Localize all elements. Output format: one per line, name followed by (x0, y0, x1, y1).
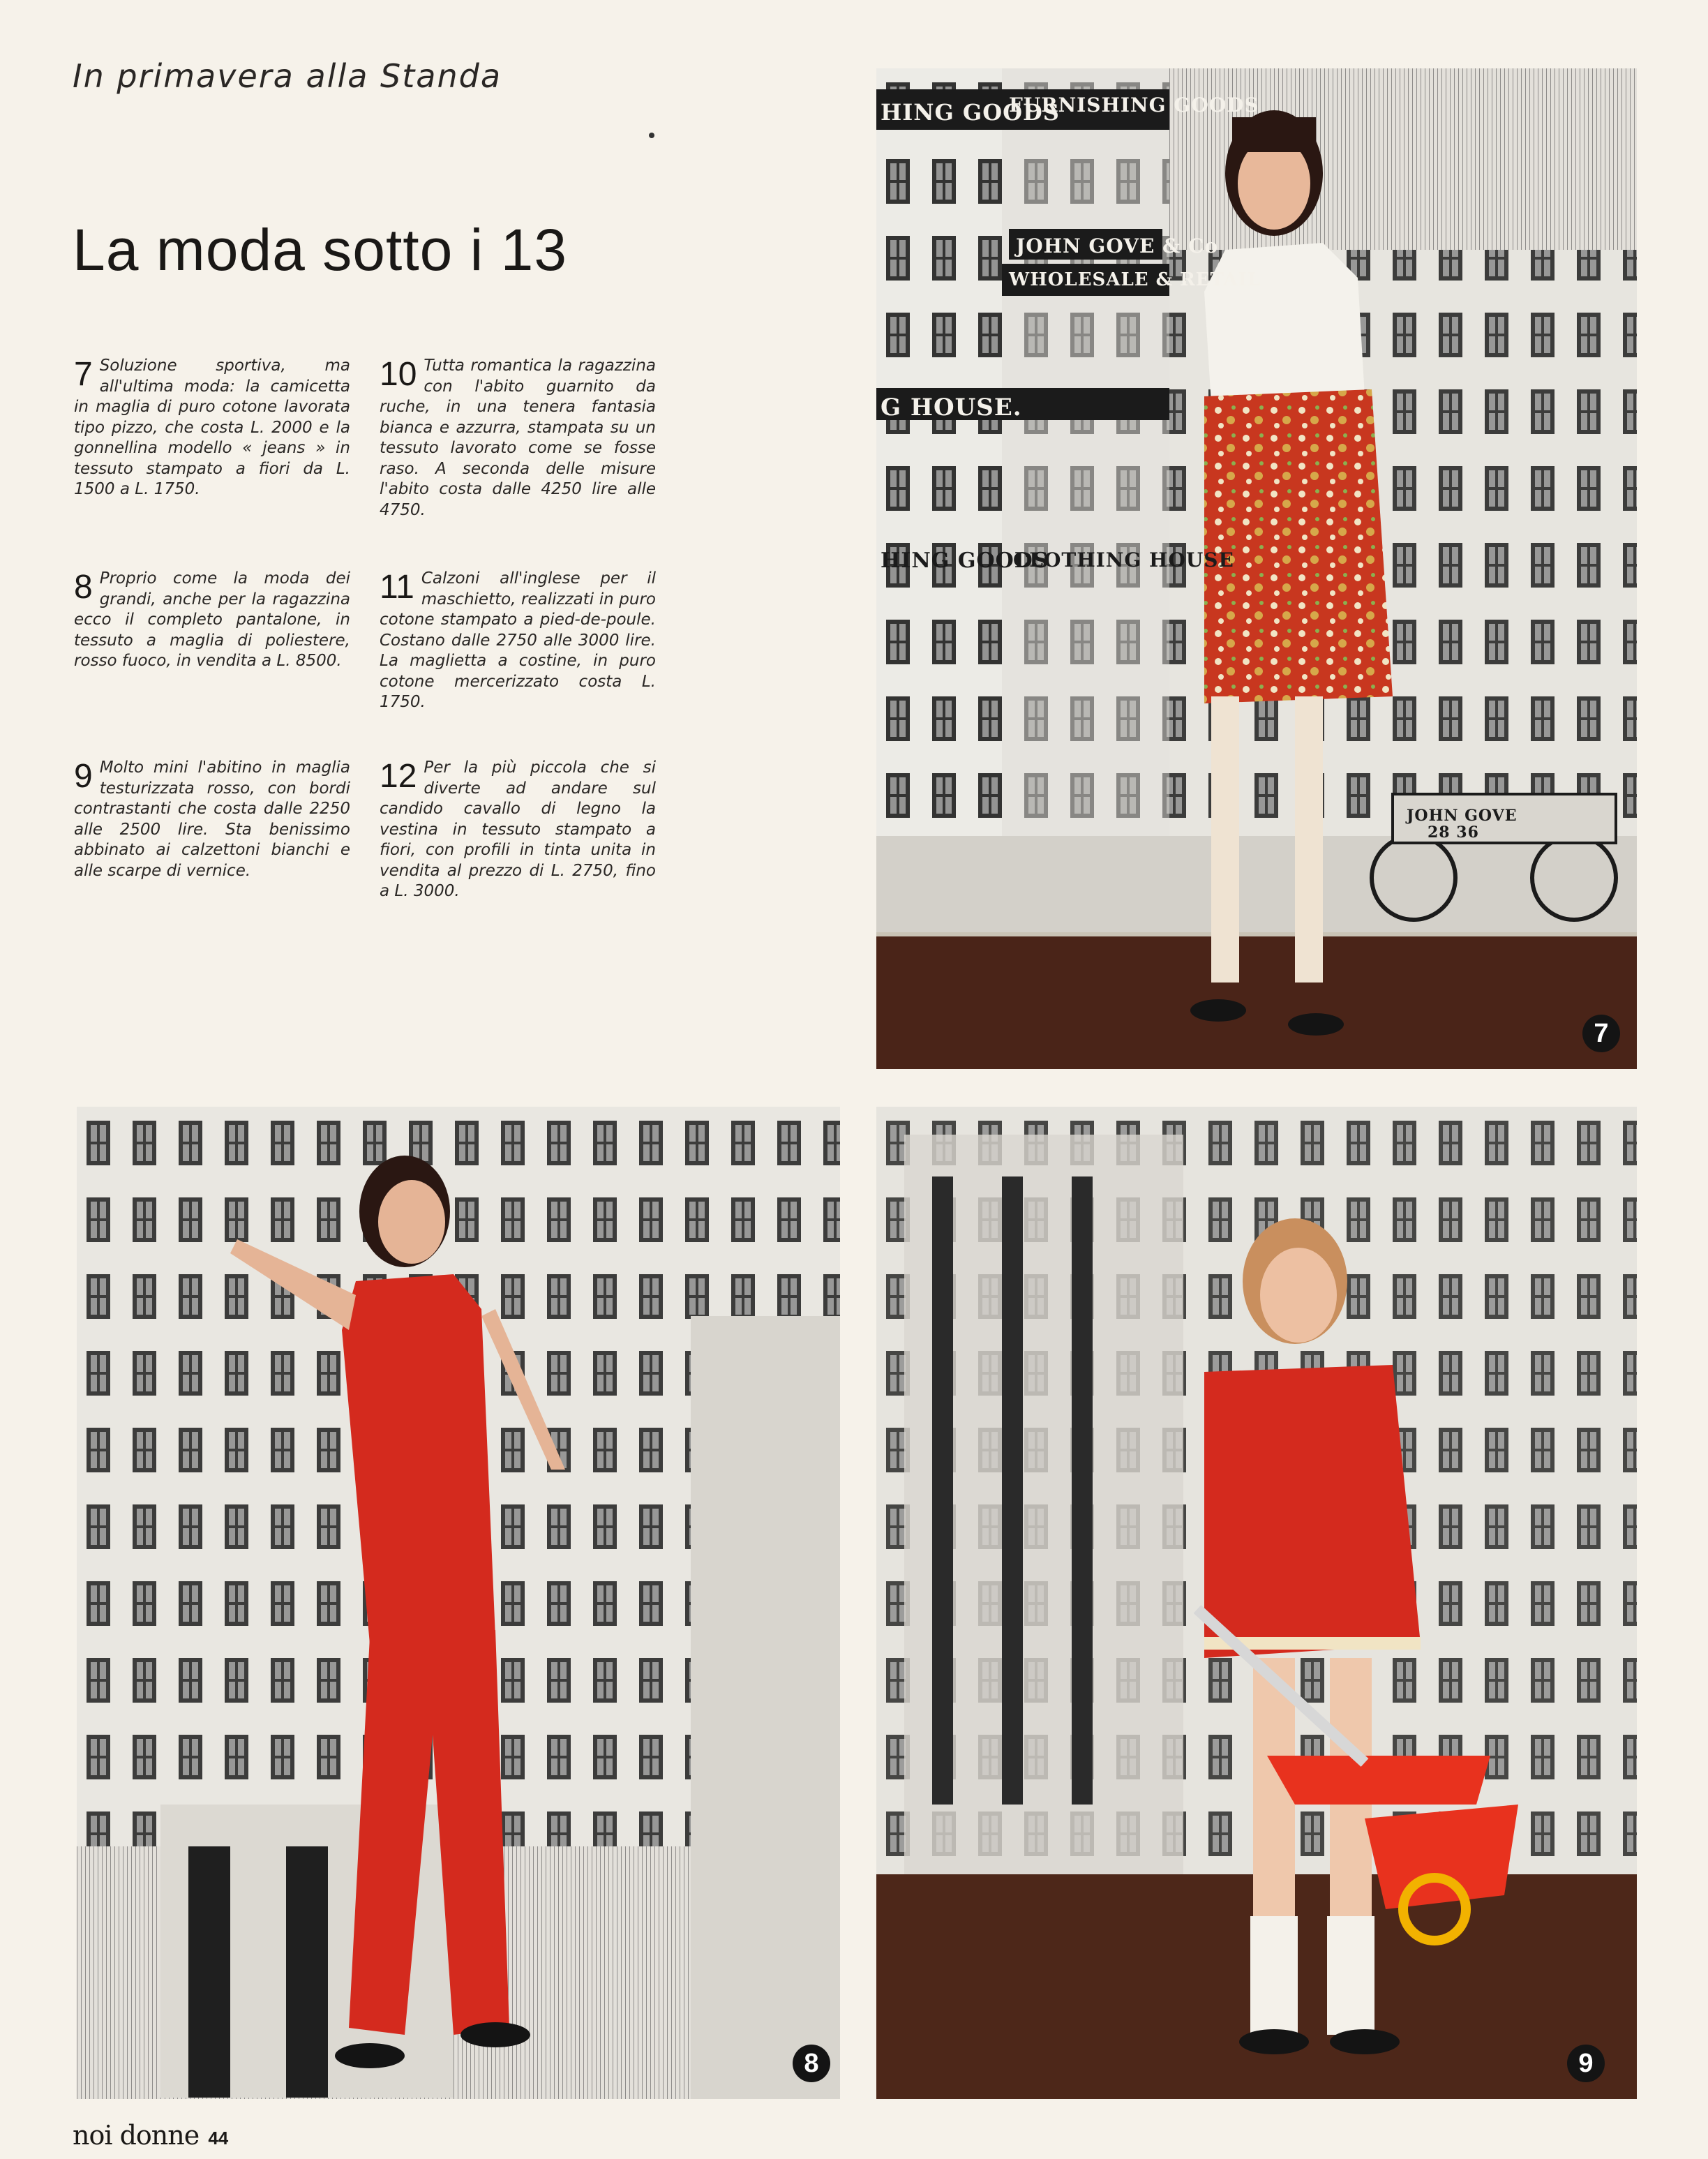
photo-number-badge: 9 (1567, 2045, 1605, 2082)
caption-item-10 (380, 356, 656, 521)
caption-text: Tutta romantica la ragazzina con l'abito guarnito da ruche, in una tenera fantasia bianca e azzurra, stampata su un tessuto lavorato come se fosse raso. A seconda delle misure l'abito costa dalle 4250 lire alle 4750. (380, 357, 656, 519)
sign-text: JOHN GOVE & Co (1016, 234, 1219, 257)
page-number: 44 (208, 2128, 229, 2149)
caption-text: Soluzione sportiva, ma all'ultima moda: la camicetta in maglia di puro cotone lavorata tipo pizzo, che costa L. 2000 e la gonnellina modello « jeans » in tessuto stampato a fiori da L. 1500 a L. 1750. (74, 357, 350, 498)
page-title: La moda sotto i 13 (73, 217, 568, 283)
photo-number-badge: 7 (1582, 1015, 1620, 1052)
caption-text: Calzoni all'inglese per il maschietto, realizzati in puro cotone stampato a pied-de-poule. Costano dalle 2750 alle 3000 lire. La maglietta a costine, in puro cotone mercerizzato costa L. 1750. (380, 569, 656, 711)
magazine-name: noi donne (73, 2120, 200, 2151)
caption-text: Per la più piccola che si diverte ad andare sul candido cavallo di legno la vestina in tessuto stampato a fiori, con profili in tinta unita in vendita al prezzo di L. 2750, fino a L. 3000. (380, 759, 656, 900)
caption-item-12 (380, 758, 656, 902)
sign-text: G HOUSE. (881, 394, 1022, 421)
caption-item-7 (74, 356, 350, 500)
photo-8-illustration (77, 1107, 840, 2099)
photo-7 (876, 68, 1637, 1069)
caption-item-8 (74, 569, 350, 672)
sign-text: CLOTHING HOUSE (1013, 548, 1234, 572)
page-footer (73, 2120, 228, 2151)
caption-number: 8 (74, 569, 93, 606)
caption-text: Proprio come la moda dei grandi, anche per la ragazzina ecco il completo pantalone, in tessuto a maglia di poliestere, rosso fuoco, in vendita a L. 8500. (74, 569, 350, 670)
section-kicker: In primavera alla Standa (73, 57, 502, 95)
print-dot (649, 133, 654, 138)
sign-text: 28 36 (1428, 823, 1479, 842)
caption-number: 12 (380, 758, 417, 795)
photo-9 (876, 1107, 1637, 2099)
sign-text: WHOLESALE & RETAIL (1009, 269, 1261, 290)
photo-number-badge: 8 (793, 2045, 830, 2082)
photo-9-illustration (876, 1107, 1637, 2099)
sign-text: FURNISHING GOODS (1009, 94, 1259, 117)
photo-8 (77, 1107, 840, 2099)
sign-text: HING GOODS (881, 548, 1049, 573)
sign-text: JOHN GOVE (1407, 807, 1518, 825)
sign-text: HING GOODS (881, 99, 1060, 126)
caption-item-11 (380, 569, 656, 713)
caption-number: 9 (74, 758, 93, 795)
caption-number: 7 (74, 356, 93, 393)
caption-text: Molto mini l'abitino in maglia testurizzata rosso, con bordi contrastanti che costa dalle 2250 alle 2500 lire. Sta benissimo abbinato ai calzettoni bianchi e alle scarpe di vernice. (74, 759, 350, 880)
caption-item-9 (74, 758, 350, 881)
caption-number: 11 (380, 569, 414, 606)
caption-number: 10 (380, 356, 417, 393)
